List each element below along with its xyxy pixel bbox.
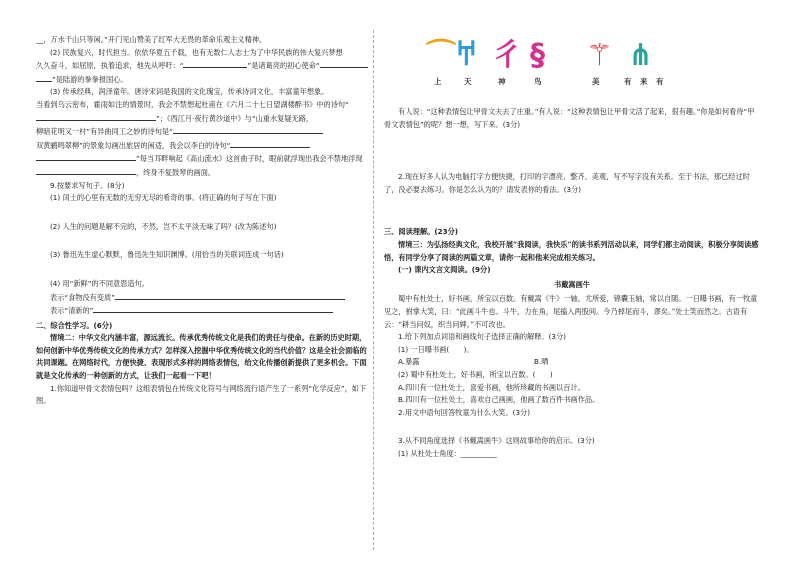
answer-blank[interactable] (36, 166, 136, 175)
section-heading: 二、综合性学习。(6分) (36, 320, 113, 330)
question-title: 1.给下列加点词语和画线句子选择正确的解释。(3分) (398, 332, 566, 342)
passage-text: 蜀中有杜处士，好书画，所宝以百数。有戴嵩《牛》一轴，尤所爱，锦囊玉轴，常以自随。一日曝书画，有一牧童见之，拊掌大笑，曰：“此画斗牛也。斗牛，力在角，尾搐入两股间。今乃掉尾而斗，谬矣。”处士笑而然之。古语有云：“耕当问奴，织当问婢。”不可改也。 (384, 294, 758, 329)
text-line: 当看到乌云密布，霍雨如注的情景时，我会不禁想起杜甫在《六月二十七日望湖楼醉书》中的诗句“ (36, 99, 349, 109)
glyph-label: 神 (498, 77, 506, 86)
answer-space[interactable] (384, 419, 760, 435)
option-a[interactable]: A.四川有一位杜处士，喜爱书画，他所珍藏的书画以百计。 (398, 382, 585, 392)
question-item: 表示“食物没有变质” (36, 291, 368, 305)
question-item: 表示“清新的” (36, 304, 368, 318)
option-a[interactable]: A.暴露 (398, 357, 420, 367)
question-title: 9.按要求写句子。(8分) (50, 180, 125, 190)
glyph-label: 有 (624, 77, 632, 86)
right-column (384, 34, 760, 460)
question-title: 2.用文中语句回答牧童为什么大笑。(3分) (398, 407, 531, 417)
option-b[interactable]: B.四川有一位杜处士，喜欢自己画画，他画了数百件书画作品。 (398, 395, 600, 405)
question-item: (1) 从杜处士角度：__________ (398, 448, 497, 458)
answer-blank[interactable] (115, 291, 345, 300)
text-line: ，终身不复鼓琴的画面。 (36, 166, 368, 180)
answer-blank[interactable] (230, 139, 310, 148)
glyph-label: 美 (592, 77, 600, 86)
text-line: 双黄鹂鸣翠柳”的景象勾画出旅居的闲适，我会以李白的诗句“ (36, 139, 368, 153)
question-item: (4) 用“新鲜”的不同意思造句。 (50, 278, 149, 288)
oracle-glyph-icon: § (530, 38, 546, 73)
section-heading: 三、阅读理解。(23分) (384, 227, 459, 237)
context-paragraph: 情境三：为弘扬经典文化，我校开展“我阅读，我快乐”的读书系列活动以来，同学们都主动阅读，积极分享阅读感悟，有同学分享了阅读的两篇文章，请你一起和他来完成相关练习。 (384, 239, 759, 262)
question-item: (2) 蜀中有杜处士，好书画，所宝以百数。( ) (398, 369, 553, 379)
answer-space[interactable] (36, 233, 368, 249)
text-line: ”是陆游的拳拳报国心。 (36, 73, 368, 87)
question-paragraph: 有人说：“这种表情包让甲骨文夫去了庄重。”有人说：“这种表情包让甲骨文活了起来，很有趣。”你是如何看待“甲骨文表情包”的呢？想一想，写下来。(3分) (384, 107, 755, 129)
oracle-glyph-icon: 彳 (492, 38, 523, 73)
question-item: (2) 人生的问题是解不完的，不然，岂不太平淡无味了吗？(改为陈述句) (50, 221, 277, 231)
context-paragraph: 情境二：中华文化内涵丰富，源远流长。传承优秀传统文化是我们的责任与使命。在新的历史时期，如何创新中华优秀传统文化的传承方式？怎样深入挖掘中华优秀传统文化的当代价值？这是全社会面临的共同课题。在网络时代，方便快捷、表现形式多样的网络表情包，给文化传播创新提供了更多机会。下面就是文化传承的一种创新的方式，让我们一起看一下吧！ (36, 333, 367, 381)
answer-space[interactable] (384, 196, 760, 224)
answer-blank[interactable] (36, 112, 156, 121)
question-item: (1) 一日曝书画( )。 (398, 344, 474, 354)
glyph-label: 有 (656, 77, 664, 86)
answer-blank[interactable] (320, 59, 368, 68)
text-line: (2) 民族复兴，时代担当。依依华夏五千载，也有无数仁人志士为了中华民族的伟大复兴梦想 (50, 47, 343, 57)
answer-blank[interactable] (173, 125, 323, 134)
text-line: ”每当耳畔响起《高山流水》这首曲子时，眼前就浮现出我会不禁地浮现 (36, 152, 368, 166)
sub-section-heading: (一) 课内文言文阅读。(9分) (398, 265, 491, 275)
answer-blank[interactable] (93, 304, 333, 313)
answer-space[interactable] (36, 205, 368, 221)
oracle-glyph-icon: ⋔ (628, 38, 655, 73)
answer-blank[interactable] (36, 73, 52, 82)
text-line: (3) 传承经典，润泽童年。唐诗宋词是我国的文化瑰宝，传承诗词文化，丰富童年想象。 (50, 87, 329, 97)
oracle-glyph-icon: ⚚ (586, 38, 614, 73)
question-title: 1.你知道甲骨文表情包吗？这组表情包在传统文化符号与网络流行语产生了一系列“化学反应”，如下图。 (36, 383, 367, 406)
glyph-label: 天 (464, 77, 472, 86)
option-row (384, 356, 760, 369)
text-line: __，万水千山只等闲。”开门见山赞美了红军大无畏的革命乐观主义精神。 (36, 35, 267, 44)
option-b[interactable]: B.晒 (534, 357, 549, 367)
oracle-emoji-image (384, 40, 760, 98)
glyph-label: 鸟 (534, 77, 542, 86)
answer-blank[interactable] (36, 152, 136, 161)
oracle-glyph-icon: 𐀀 (456, 38, 478, 73)
question-title: 3.从不同角度选择《书戴嵩画牛》这则故事给你的启示。(3分) (398, 436, 595, 446)
column-divider (373, 30, 374, 550)
text-line: 柳暗花明又一村”有异曲同工之妙的诗句是“ (36, 125, 368, 139)
answer-space[interactable] (36, 262, 368, 278)
glyph-label: 上 (434, 77, 442, 86)
oracle-glyph-icon: ⌒ (426, 38, 457, 73)
left-column (36, 34, 368, 408)
question-paragraph: 2.现在好多人认为电脑打字方便快捷，打印的字漂亮、整齐、美观，写不写字没有关系。至于书法，那已经过时了，没必要去练习。你是怎么认为的？请发表你的看法。(3分) (384, 172, 750, 194)
question-item: (1) 闰土的心里有无数的无穷无尽的希奇的事。(将正确的句子写在下面) (50, 193, 277, 203)
question-item: (3) 鲁迅先生虚心默默，鲁迅先生知识渊博。(用恰当的关联词连成一句话) (50, 250, 284, 260)
passage-title: 书戴嵩画牛 (554, 279, 590, 289)
text-line: ”；《西江月·夜行黄沙道中》与“山重水复疑无路， (36, 112, 368, 126)
glyph-label: 来 (640, 77, 648, 86)
answer-blank[interactable] (183, 59, 247, 68)
answer-space[interactable] (384, 131, 760, 171)
text-line: 久久奋斗，如屈原，执着追求，他先从呼吁：“ ”是诸葛亮的初心使命“ (36, 59, 368, 73)
